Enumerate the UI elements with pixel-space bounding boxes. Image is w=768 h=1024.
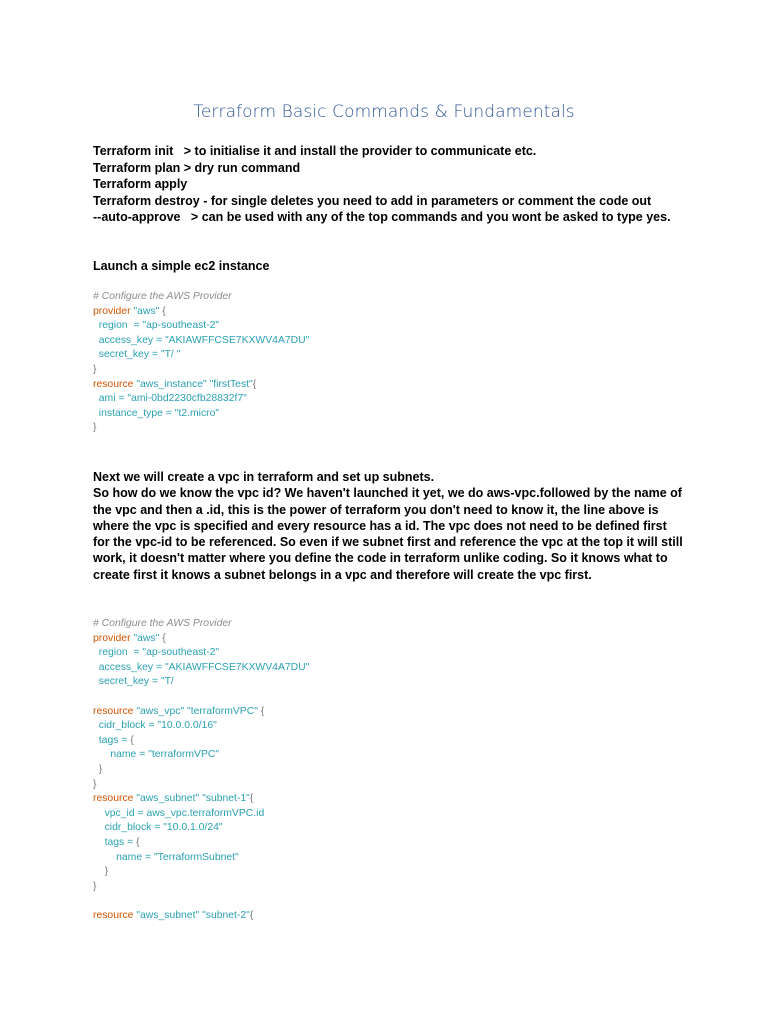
command-name: Terraform plan [93,160,181,175]
code-string: "10.0.1.0/24" [163,822,223,834]
command-name: --auto-approve [93,210,181,224]
code-key: instance_type [98,407,163,419]
code-string: "aws" [133,632,160,644]
code-key: name [110,749,137,761]
code-comment: # Configure the AWS Provider [93,618,232,629]
code-string: "aws" [133,305,160,317]
command-list [93,143,693,226]
code-string: "TerraformSubnet" [153,851,239,863]
page-title: Terraform Basic Commands & Fundamentals [193,102,575,122]
code-key: secret_key [98,676,150,688]
command-separator: - [199,193,211,208]
command-description: for single deletes you need to add in parameters or comment the code out [210,193,652,208]
command-line [93,209,693,226]
code-keyword: provider [93,632,131,644]
code-string: "ap-southeast-2" [142,320,220,332]
code-keyword: resource [93,378,134,390]
code-string: "aws_subnet" [136,909,200,921]
command-separator: > [180,160,195,175]
code-key: region [98,647,128,659]
command-line [93,160,693,177]
code-string: "AKIAWFFCSE7KXWV4A7DU" [164,334,310,346]
command-separator: > [173,144,195,158]
code-block-ec2: # Configure the AWS Provider provider "aws" { region = "ap-southeast-2" access_key = "AKIAWFFCSE7KXWV4A7DU" secret_key = "T/ " } resource "aws_instance" "firstTest"{ ami = "ami-0bd2230cfb28832f7" instance_type = "t2.micro" } [93,291,310,434]
code-string: "10.0.0.0/16" [157,720,217,732]
code-string: "AKIAWFFCSE7KXWV4A7DU" [164,661,310,673]
command-separator: > [180,210,202,224]
command-line [93,176,693,193]
code-keyword: provider [93,305,131,317]
command-description: can be used with any of the top commands and you wont be asked to type yes. [201,210,671,224]
code-string: "t2.micro" [174,407,220,419]
paragraph-line: Next we will create a vpc in terraform and set up subnets. [93,470,435,484]
command-description: to initialise it and install the provider to communicate etc. [194,144,537,158]
code-keyword: resource [93,909,134,921]
code-identifier: aws_vpc.terraformVPC.id [146,807,265,819]
code-string: "aws_subnet" [136,793,200,805]
paragraph-line: So how do we know the vpc id? We haven't launched it yet, we do aws-vpc.followed by the name of the vpc and then a .id, this is the power of terraform you don't need to know it, the line above is where the vpc is specified and every resource has a id. The vpc does not need to be defined first for the vpc-id to be referenced. So even if we subnet first and reference the vpc at the top it will still work, it doesn't matter where you define the code in terraform unlike coding. So it knows what to create first it knows a subnet belongs in a vpc and therefore will create the vpc first. [93,486,683,582]
command-line [93,143,693,160]
code-key: cidr_block [98,720,146,732]
code-string: "firstTest" [209,378,253,390]
code-key: access_key [98,661,154,673]
code-key: region [98,320,128,332]
code-string: "subnet-1" [202,793,250,805]
code-string: "aws_instance" [136,378,207,390]
command-name: Terraform init [93,144,174,158]
code-string: "subnet-2" [202,909,250,921]
command-line [93,193,693,210]
code-key: secret_key [98,349,150,361]
section-heading: Launch a simple ec2 instance [93,259,270,273]
code-string: "ami-0bd2230cfb28832f7" [127,393,247,405]
code-string: "terraformVPC" [187,705,258,717]
code-key: access_key [98,334,154,346]
code-comment: # Configure the AWS Provider [93,291,232,302]
explanation-paragraph [93,469,683,583]
code-string: "T/ [160,676,174,688]
code-key: name [116,851,143,863]
code-key: tags [98,734,119,746]
command-name: Terraform destroy [93,193,200,208]
code-string: "ap-southeast-2" [142,647,220,659]
code-string: "T/ " [160,349,181,361]
code-string: "aws_vpc" [136,705,185,717]
code-keyword: resource [93,793,134,805]
command-description: dry run command [194,160,301,175]
code-string: "terraformVPC" [148,749,220,761]
code-key: tags [104,836,125,848]
code-keyword: resource [93,705,134,717]
code-key: vpc_id [104,807,135,819]
code-block-vpc: # Configure the AWS Provider provider "aws" { region = "ap-southeast-2" access_key = "AKIAWFFCSE7KXWV4A7DU" secret_key = "T/ resource "aws_vpc" "terraformVPC" { cidr_block = "10.0.0.0/16" tags = { name = "terraformVPC" } } resource "aws_subnet" "subnet-1"{ vpc_id = aws_vpc.terraformVPC.id cidr_block = "10.0.1.0/24" tags = { name = "TerraformSubnet" } } resource "aws_subnet" "subnet-2"{ [93,618,310,921]
code-key: cidr_block [104,822,152,834]
code-key: ami [98,393,116,405]
command-name: Terraform apply [93,177,188,191]
